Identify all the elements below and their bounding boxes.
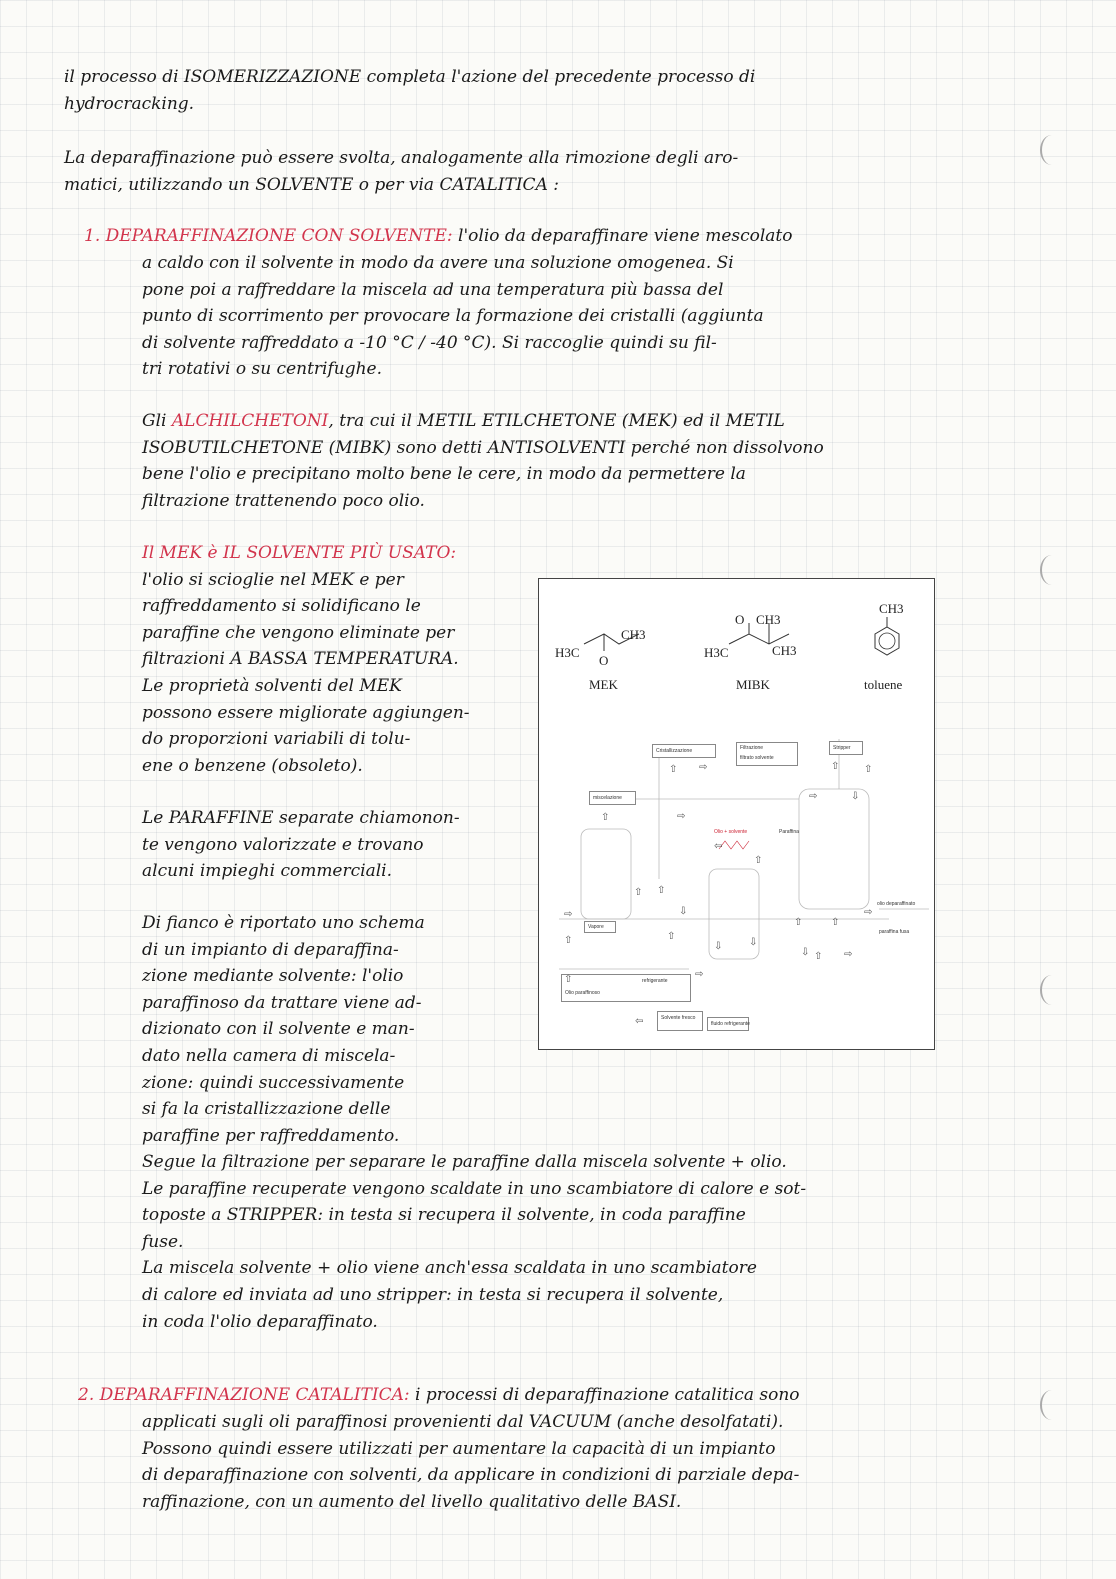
stripper-label: Stripper [833, 745, 851, 751]
section2-body [142, 1409, 982, 1515]
para-prefix: Gli [142, 411, 167, 431]
mibk-h3c: H3C [704, 645, 729, 660]
diagram-figure [538, 578, 935, 1050]
mibk-ch3-right: CH3 [772, 643, 797, 658]
section2-line: raffinazione, con un aumento del livello qualitativo delle BASI. [142, 1491, 682, 1512]
schema-line: zione: quindi successivamente [142, 1072, 405, 1093]
mibk-name: MIBK [736, 677, 770, 692]
para-line: bene l'olio e precipitano molto bene le cere, in modo da permettere la [142, 464, 746, 485]
schema-line: Di fianco è riportato uno schema [142, 913, 425, 933]
paraffina-fusa-label: paraffina fusa [879, 929, 910, 935]
solvente-fresco-label: Solvente fresco [661, 1015, 696, 1021]
flow-arrow-icon: ⇧ [831, 761, 840, 772]
flow-arrow-icon: ⇦ [635, 1016, 644, 1027]
schema-para [142, 910, 522, 1149]
flow-arrow-icon: ⇨ [677, 811, 686, 822]
binder-ring [1040, 1390, 1068, 1420]
alchilchetoni-term: ALCHILCHETONI [171, 411, 329, 431]
binder-ring [1040, 975, 1068, 1005]
flow-arrow-icon: ⇧ [657, 885, 666, 896]
mixing-vessel [581, 829, 631, 919]
section2-line: applicati sugli oli paraffinosi provenienti dal VACUUM (anche desolfatati). [142, 1412, 784, 1432]
filtrazione-sub-label: filtrato solvente [740, 755, 774, 761]
mek-line: do proporzioni variabili di tolu- [142, 729, 411, 750]
paraffine-line: alcuni impieghi commerciali. [142, 861, 392, 882]
mek-line: ene o benzene (obsoleto). [142, 755, 363, 776]
flow-arrow-icon: ⇩ [749, 937, 758, 948]
tail-line: Segue la filtrazione per separare le paraffine dalla miscela solvente + olio. [142, 1152, 787, 1172]
para-line: , tra cui il METIL ETILCHETONE (MEK) ed il METIL [328, 411, 785, 431]
schema-line: di un impianto di deparaffina- [142, 939, 399, 960]
olio-paraffinoso-label: Olio paraffinoso [565, 990, 600, 996]
paraffine-line: te vengono valorizzate e trovano [142, 834, 424, 855]
mibk-ch3-top: CH3 [756, 612, 781, 627]
section1-para1 [142, 250, 964, 383]
section1-intro [84, 223, 964, 250]
toluene-ch3: CH3 [879, 601, 904, 616]
olio-deparaffinato-label: olio deparaffinato [877, 901, 916, 907]
intro-line: il processo di ISOMERIZZAZIONE completa l'azione del precedente processo di [64, 67, 756, 87]
schema-line: paraffine per raffreddamento. [142, 1125, 400, 1146]
mek-line: filtrazioni A BASSA TEMPERATURA. [142, 649, 459, 670]
flow-arrow-icon: ⇨ [699, 762, 708, 773]
section1-line: l'olio da deparaffinare viene mescolato [458, 226, 793, 246]
flow-arrow-icon: ⇧ [667, 931, 676, 942]
section2-line: i processi di deparaffinazione catalitica sono [415, 1385, 800, 1405]
binder-ring [1040, 555, 1068, 585]
section1-heading: 1. DEPARAFFINAZIONE CON SOLVENTE: [84, 226, 453, 246]
schema-line: zione mediante solvente: l'olio [142, 966, 404, 987]
mek-o: O [599, 653, 609, 668]
section2-line: Possono quindi essere utilizzati per aumentare la capacità di un impianto [142, 1438, 776, 1459]
para-line: ISOBUTILCHETONE (MIBK) sono detti ANTISOLVENTI perché non dissolvono [142, 437, 824, 458]
flow-arrow-icon: ⇦ [714, 841, 723, 852]
flow-arrow-icon: ⇧ [831, 917, 840, 928]
intro-line: La deparaffinazione può essere svolta, analogamente alla rimozione degli aro- [64, 148, 739, 168]
section1-line: di solvente raffreddato a -10 °C / -40 °C). Si raccoglie quindi su fil- [142, 332, 717, 353]
mibk-o: O [735, 612, 745, 627]
flow-arrow-icon: ⇧ [564, 935, 573, 946]
flow-arrow-icon: ⇧ [564, 974, 573, 985]
flow-arrow-icon: ⇧ [864, 764, 873, 775]
tail-line: La miscela solvente + olio viene anch'essa scaldata in uno scambiatore [142, 1258, 757, 1279]
flow-arrow-icon: ⇨ [844, 949, 853, 960]
tail-line: toposte a STRIPPER: in testa si recupera il solvente, in coda paraffine [142, 1205, 746, 1226]
antisolventi-para [142, 408, 964, 514]
tail-line: fuse. [142, 1231, 184, 1252]
flow-arrow-icon: ⇧ [814, 951, 823, 962]
paraffine-line: Le PARAFFINE separate chiamonon- [142, 808, 460, 828]
vapore-box [584, 921, 616, 933]
para-line: filtrazione trattenendo poco olio. [142, 490, 425, 511]
olio-paraffinoso-box [561, 974, 691, 1002]
schema-line: dato nella camera di miscela- [142, 1045, 396, 1066]
flow-arrow-icon: ⇨ [809, 791, 818, 802]
flow-arrow-icon: ⇨ [564, 909, 573, 920]
refrigeration-coil [719, 841, 749, 849]
miscelazione-label: miscelazione [593, 795, 622, 801]
mek-line: possono essere migliorate aggiungen- [142, 702, 470, 723]
mek-h3c: H3C [555, 645, 580, 660]
mek-ch3: CH3 [621, 627, 646, 642]
tail-line: Le paraffine recuperate vengono scaldate in uno scambiatore di calore e sot- [142, 1178, 807, 1199]
flow-arrow-icon: ⇧ [754, 855, 763, 866]
filter-drum [799, 789, 869, 909]
mek-line: l'olio si scioglie nel MEK e per [142, 569, 404, 590]
flow-arrow-icon: ⇩ [801, 947, 810, 958]
intro-line: matici, utilizzando un SOLVENTE o per via CATALITICA : [64, 174, 559, 195]
cristallizzazione-box [652, 744, 716, 758]
solvente-fresco-box [657, 1011, 703, 1031]
flow-arrow-icon: ⇧ [794, 917, 803, 928]
paraffine-para [142, 805, 522, 885]
section1-line: tri rotativi o su centrifughe. [142, 359, 383, 380]
flow-arrow-icon: ⇧ [669, 764, 678, 775]
mek-line: Le proprietà solventi del MEK [142, 675, 402, 696]
schema-line: dizionato con il solvente e man- [142, 1019, 415, 1040]
olio-solvente-label: Olio + solvente [714, 829, 748, 835]
refrigerante-label: refrigerante [642, 978, 668, 984]
stripper-box [829, 741, 863, 755]
binder-ring [1040, 135, 1068, 165]
mek-para [142, 540, 522, 779]
tail-line: di calore ed inviata ad uno stripper: in testa si recupera il solvente, [142, 1284, 724, 1305]
section1-line: a caldo con il solvente in modo da avere una soluzione omogenea. Si [142, 253, 734, 273]
section2 [78, 1382, 978, 1409]
flow-arrow-icon: ⇨ [695, 969, 704, 980]
flow-arrow-icon: ⇩ [679, 906, 688, 917]
mek-line: raffreddamento si solidificano le [142, 596, 421, 617]
flow-arrow-icon: ⇨ [864, 907, 873, 918]
section2-heading: 2. DEPARAFFINAZIONE CATALITICA: [78, 1385, 410, 1405]
filtrazione-box [736, 742, 798, 766]
fluido-refrigerante-box [707, 1017, 749, 1031]
fluido-refrigerante-label: fluido refrigerante [711, 1021, 750, 1027]
filtrazione-label: Filtrazione [740, 745, 764, 751]
intro-paragraph [64, 64, 964, 117]
intro-paragraph-2 [64, 145, 964, 198]
tail-line: in coda l'olio deparaffinato. [142, 1311, 378, 1332]
mek-heading: Il MEK è IL SOLVENTE PIÙ USATO: [142, 543, 457, 563]
toluene-name: toluene [864, 677, 903, 692]
cristallizzazione-label: Cristallizzazione [656, 748, 693, 754]
flow-arrow-icon: ⇩ [851, 791, 860, 802]
vapore-label: Vapore [588, 924, 604, 930]
paraffina-label: Paraffina [779, 829, 799, 835]
toluene-ring [875, 627, 899, 655]
flow-arrow-icon: ⇧ [634, 887, 643, 898]
intro-line: hydrocracking. [64, 93, 195, 114]
miscelazione-box [589, 791, 636, 805]
toluene-aromatic-circle [879, 633, 895, 649]
section1-line: punto di scorrimento per provocare la formazione dei cristalli (aggiunta [142, 306, 764, 327]
mek-name: MEK [589, 677, 618, 692]
flow-arrow-icon: ⇧ [601, 812, 610, 823]
schema-line: paraffinoso da trattare viene ad- [142, 992, 422, 1013]
flow-arrow-icon: ⇩ [714, 941, 723, 952]
section1-line: pone poi a raffreddare la miscela ad una temperatura più bassa del [142, 279, 724, 300]
section2-line: di deparaffinazione con solventi, da applicare in condizioni di parziale depa- [142, 1465, 800, 1486]
mek-line: paraffine che vengono eliminate per [142, 622, 455, 643]
schema-line: si fa la cristallizzazione delle [142, 1099, 391, 1120]
tail-para [142, 1149, 982, 1335]
